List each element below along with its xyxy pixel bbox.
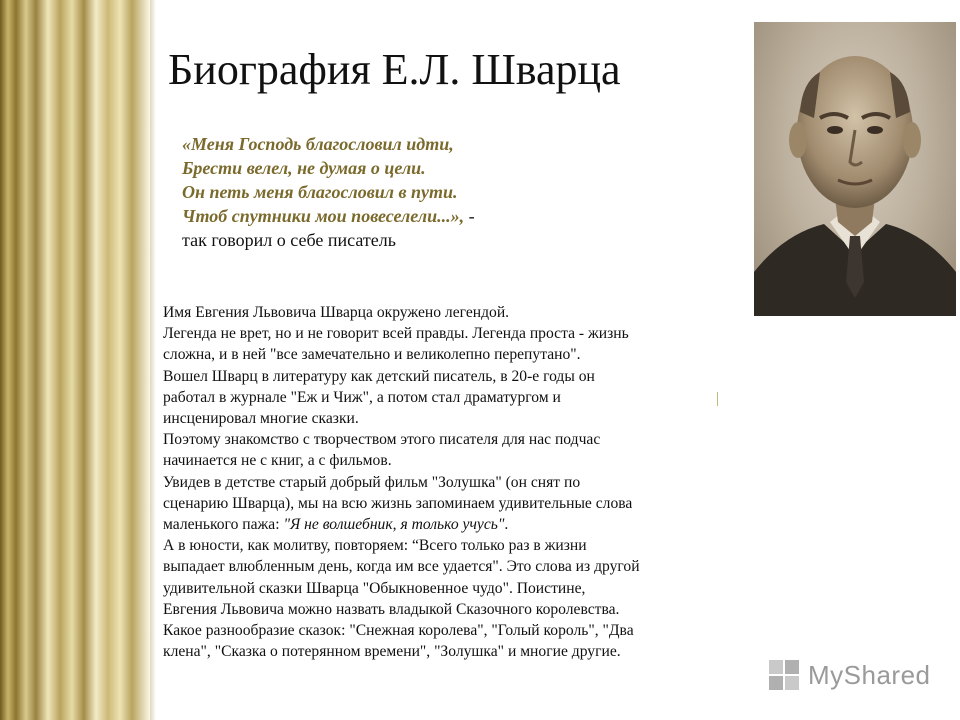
slide-title: Биография Е.Л. Шварца bbox=[168, 45, 621, 94]
text-line: Легенда не врет, но и не говорит всей правды. Легенда проста - жизнь bbox=[163, 325, 629, 343]
text-line: сценарию Шварца), мы на всю жизнь запоминаем удивительные слова bbox=[163, 494, 633, 512]
text-line-page-quote bbox=[163, 514, 747, 535]
myshared-watermark bbox=[768, 655, 931, 695]
text-line: А в юности, как молитву, повторяем: “Всего только раз в жизни bbox=[163, 537, 587, 555]
quote-line: Брести велел, не думая о цели. bbox=[182, 158, 426, 178]
text-line: Имя Евгения Львовича Шварца окружено легендой. bbox=[163, 304, 510, 321]
decorative-tick bbox=[717, 392, 718, 406]
quote-line: «Меня Господь благословил идти, bbox=[182, 134, 454, 154]
text-line-suffix: . bbox=[504, 516, 509, 534]
text-line-prefix: маленького пажа: bbox=[163, 516, 284, 534]
epigraph-quote bbox=[182, 132, 602, 252]
text-line: инсценировал многие сказки. bbox=[163, 410, 359, 428]
text-line: Поэтому знакомство с творчеством этого писателя для нас подчас bbox=[163, 431, 601, 449]
text-line: удивительной сказки Шварца "Обыкновенное чудо". Поистине, bbox=[163, 579, 586, 597]
quote-line-text: Чтоб спутники мои повеселели...», bbox=[182, 206, 465, 226]
text-line: работал в журнале "Еж и Чиж", а потом стал драматургом и bbox=[163, 388, 561, 406]
text-line: Какое разнообразие сказок: "Снежная королева", "Голый король", "Два bbox=[163, 622, 634, 640]
quote-line: Он петь меня благословил в пути. bbox=[182, 182, 458, 202]
portrait-photo bbox=[754, 22, 956, 316]
myshared-logo-icon bbox=[768, 659, 800, 691]
portrait-illustration bbox=[754, 22, 956, 316]
text-line: Вошел Шварц в литературу как детский писатель, в 20-е годы он bbox=[163, 367, 595, 385]
text-line: Увидев в детстве старый добрый фильм "Золушка" (он снят по bbox=[163, 473, 581, 491]
text-line: сложна, и в ней "все замечательно и великолепно перепутано". bbox=[163, 346, 581, 364]
watermark-text: MyShared bbox=[808, 659, 931, 690]
quote-dash: - bbox=[464, 206, 475, 226]
page-quote: "Я не волшебник, я только учусь" bbox=[283, 516, 505, 534]
text-line: клена", "Сказка о потерянном времени", "Золушка" и многие другие. bbox=[163, 643, 621, 661]
biography-text bbox=[163, 302, 747, 662]
text-line: Евгения Львовича можно назвать владыкой Сказочного королевства. bbox=[163, 600, 620, 618]
quote-line-last bbox=[182, 204, 602, 228]
decorative-gold-band bbox=[0, 0, 150, 720]
text-line: выпадает влюбленным день, когда им все удается". Это слова из другой bbox=[163, 558, 640, 576]
quote-attribution: так говорил о себе писатель bbox=[182, 230, 396, 250]
text-line: начинается не с книг, а с фильмов. bbox=[163, 452, 392, 470]
